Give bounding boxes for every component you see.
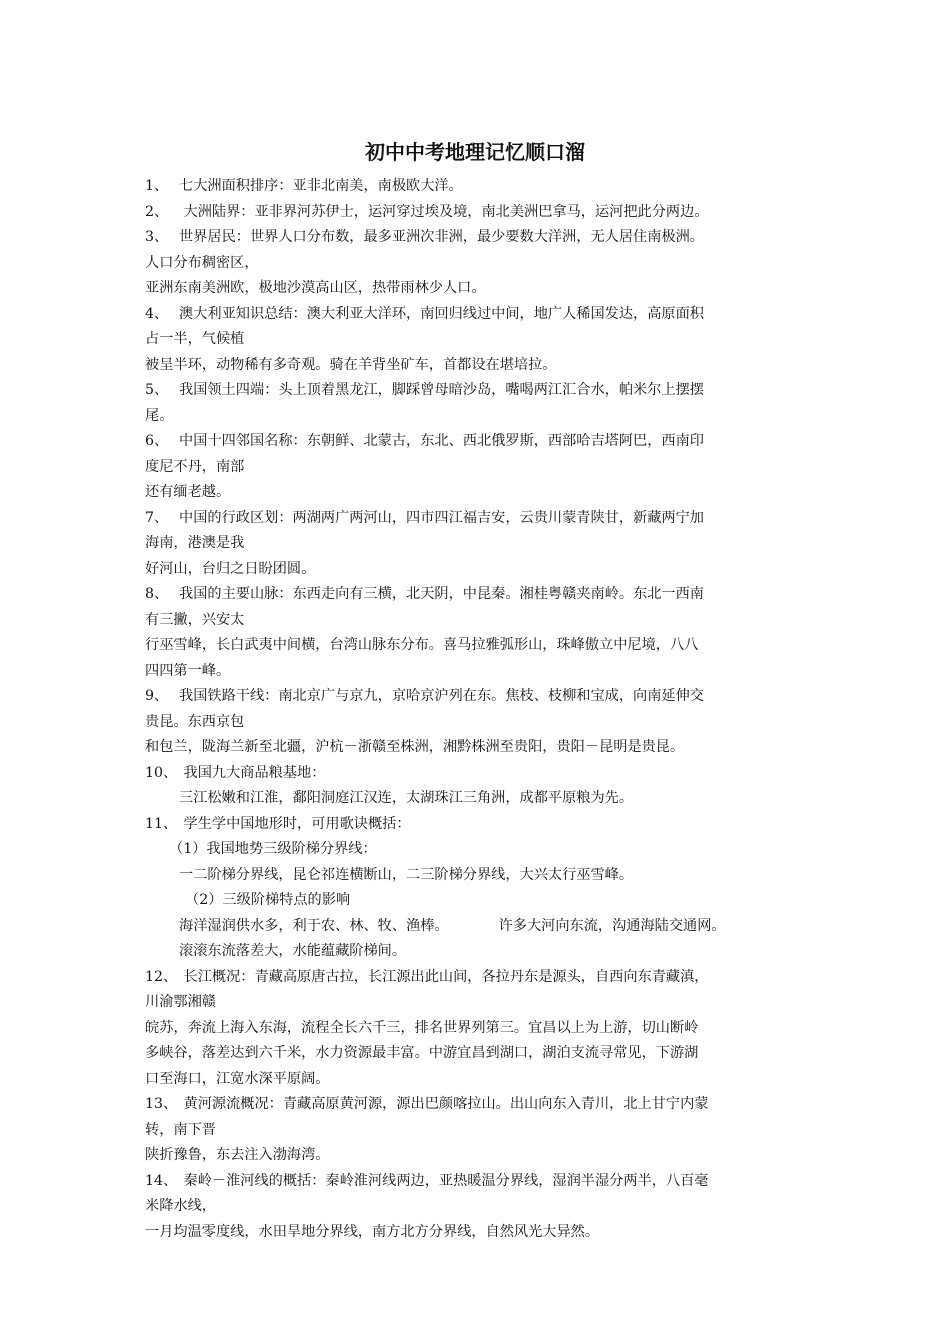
item-text: 四四第一峰。 bbox=[145, 662, 231, 679]
item-text: 中国的行政区划：两湖两广两河山，四市四江福吉安，云贵川蒙青陕甘，新藏两宁加 bbox=[179, 509, 704, 526]
item-text: 有三撇，兴安太 bbox=[145, 611, 245, 628]
item-text: 占一半，气候植 bbox=[145, 331, 245, 347]
list-item bbox=[145, 1169, 810, 1195]
item-text: 和包兰，陇海兰新至北疆，沪杭－浙赣至株洲，湘黔株洲至贵阳，贵阳－昆明是贵昆。 bbox=[145, 739, 685, 755]
item-text: 学生学中国地形时，可用歌诀概括： bbox=[179, 815, 411, 832]
item-text: 七大洲面积排序：亚非北南美，南极欧大洋。 bbox=[179, 178, 463, 194]
item-text: 海南，港澳是我 bbox=[145, 535, 245, 551]
sub-line bbox=[145, 837, 810, 863]
sub-line bbox=[145, 888, 810, 914]
item-text: 中国十四邻国名称：东朝鲜、北蒙古，东北、西北俄罗斯，西部哈吉塔阿巴，西南印 bbox=[179, 433, 704, 449]
list-item bbox=[145, 506, 810, 532]
sub-line bbox=[145, 786, 810, 812]
continuation-line bbox=[145, 1143, 810, 1169]
continuation-line bbox=[145, 1118, 810, 1144]
item-text: 被呈半环，动物稀有多奇观。骑在羊背坐矿车，首都设在堪培拉。 bbox=[145, 356, 557, 373]
item-number: 12、 bbox=[145, 968, 178, 985]
item-number: 2、 bbox=[145, 203, 169, 220]
list-item bbox=[145, 582, 810, 608]
item-text: 我国铁路干线：南北京广与京九，京哈京沪列在东。焦枝、枝柳和宝成，向南延伸交 bbox=[179, 688, 704, 704]
sub-text: 三江松嫩和江淮，鄱阳洞庭江汉连，太湖珠江三角洲，成都平原粮为先。 bbox=[179, 790, 634, 806]
continuation-line bbox=[145, 735, 810, 761]
item-text: 还有缅老越。 bbox=[145, 484, 231, 500]
continuation-line bbox=[145, 455, 810, 481]
item-text: 多峡谷，落差达到六千米，水力资源最丰富。中游宜昌到湖口，湖泊支流寻常见，下游湖 bbox=[145, 1045, 699, 1061]
continuation-line bbox=[145, 608, 810, 634]
sub-line bbox=[145, 939, 810, 965]
item-number: 11、 bbox=[145, 815, 178, 832]
list-item bbox=[145, 378, 810, 404]
list-item bbox=[145, 200, 810, 226]
continuation-line bbox=[145, 327, 810, 353]
item-text: 大洲陆界：亚非界河苏伊士，运河穿过埃及境，南北美洲巴拿马，运河把此分两边。 bbox=[179, 203, 709, 220]
continuation-line bbox=[145, 990, 810, 1016]
continuation-line bbox=[145, 531, 810, 557]
item-text: 世界居民：世界人口分布数，最多亚洲次非洲，最少要数大洋洲，无人居住南极洲。 bbox=[179, 229, 704, 245]
item-text: 一月均温零度线，水田旱地分界线，南方北方分界线，自然风光大异然。 bbox=[145, 1223, 600, 1240]
item-number: 8、 bbox=[145, 586, 169, 602]
continuation-line bbox=[145, 353, 810, 379]
sub-line bbox=[145, 914, 810, 940]
list-item bbox=[145, 965, 810, 991]
item-text: 行巫雪峰，长白武夷中间横，台湾山脉东分布。喜马拉雅弧形山，珠峰傲立中尼境，八八 bbox=[145, 637, 699, 653]
item-text: 陕折豫鲁，东去注入渤海湾。 bbox=[145, 1147, 330, 1163]
continuation-line bbox=[145, 1220, 810, 1246]
continuation-line bbox=[145, 276, 810, 302]
item-number: 10、 bbox=[145, 764, 178, 781]
continuation-line bbox=[145, 1016, 810, 1042]
item-number: 7、 bbox=[145, 509, 169, 526]
continuation-line bbox=[145, 1067, 810, 1093]
item-text: 度尼不丹，南部 bbox=[145, 458, 245, 475]
document-title: 初中中考地理记忆顺口溜 bbox=[365, 140, 585, 164]
item-number: 6、 bbox=[145, 433, 169, 449]
item-text: 澳大利亚知识总结：澳大利亚大洋环，南回归线过中间，地广人稀国发达，高原面积 bbox=[179, 305, 704, 322]
continuation-line bbox=[145, 633, 810, 659]
item-text: 好河山，台归之日盼团圆。 bbox=[145, 560, 316, 577]
item-text: 皖苏，奔流上海入东海，流程全长六千三，排名世界列第三。宜昌以上为上游，切山断岭 bbox=[145, 1019, 699, 1036]
list-item bbox=[145, 429, 810, 455]
continuation-line bbox=[145, 251, 810, 277]
sub-text: （1）我国地势三级阶梯分界线： bbox=[169, 841, 377, 857]
sub-line bbox=[145, 863, 810, 889]
list-item bbox=[145, 302, 810, 328]
item-text: 川渝鄂湘赣 bbox=[145, 994, 216, 1010]
item-text: 贵昆。东西京包 bbox=[145, 713, 245, 730]
item-text: 亚洲东南美洲欧，极地沙漠高山区，热带雨林少人口。 bbox=[145, 280, 486, 296]
list-item bbox=[145, 761, 810, 787]
sub-text: 海洋湿润供水多，利于农、林、牧、渔棒。 bbox=[179, 917, 449, 934]
continuation-line bbox=[145, 480, 810, 506]
continuation-line bbox=[145, 1041, 810, 1067]
sub-text: （2）三级阶梯特点的影响 bbox=[185, 892, 351, 908]
item-text: 米降水线， bbox=[145, 1198, 216, 1214]
continuation-line bbox=[145, 710, 810, 736]
item-number: 13、 bbox=[145, 1096, 178, 1112]
list-item bbox=[145, 174, 810, 200]
item-number: 9、 bbox=[145, 688, 169, 704]
continuation-line bbox=[145, 659, 810, 685]
item-text: 长江概况：青藏高原唐古拉，长江源出此山间，各拉丹东是源头，自西向东青藏滇， bbox=[179, 968, 709, 985]
continuation-line bbox=[145, 557, 810, 583]
document-body bbox=[145, 174, 810, 1245]
item-number: 14、 bbox=[145, 1172, 178, 1189]
sub-text-second: 许多大河向东流，沟通海陆交通网。 bbox=[498, 917, 726, 934]
item-text: 黄河源流概况：青藏高原黄河源，源出巴颜喀拉山。出山向东入青川，北上甘宁内蒙 bbox=[179, 1096, 709, 1112]
item-number: 3、 bbox=[145, 229, 169, 245]
item-text: 我国领土四端：头上顶着黑龙江，脚踩曾母暗沙岛，嘴喝两江汇合水，帕米尔上摆摆 bbox=[179, 382, 704, 398]
list-item bbox=[145, 684, 810, 710]
continuation-line bbox=[145, 1194, 810, 1220]
item-number: 1、 bbox=[145, 178, 169, 194]
item-number: 4、 bbox=[145, 305, 169, 322]
list-item bbox=[145, 1092, 810, 1118]
item-text: 尾。 bbox=[145, 407, 174, 424]
item-text: 人口分布稠密区， bbox=[145, 254, 259, 271]
item-text: 我国九大商品粮基地： bbox=[179, 764, 326, 781]
item-text: 秦岭－淮河线的概括：秦岭淮河线两边，亚热暖温分界线，湿润半湿分两半，八百毫 bbox=[179, 1172, 709, 1189]
sub-text: 滚滚东流落差大，水能蕴藏阶梯间。 bbox=[179, 943, 407, 959]
item-number: 5、 bbox=[145, 382, 169, 398]
list-item bbox=[145, 812, 810, 838]
item-text: 口至海口，江宽水深平原阔。 bbox=[145, 1070, 330, 1087]
item-text: 我国的主要山脉：东西走向有三横，北天阴，中昆秦。湘桂粤赣夹南岭。东北一西南 bbox=[179, 586, 704, 602]
item-text: 转，南下晋 bbox=[145, 1121, 216, 1138]
continuation-line bbox=[145, 404, 810, 430]
list-item bbox=[145, 225, 810, 251]
sub-text: 一二阶梯分界线，昆仑祁连横断山，二三阶梯分界线，大兴太行巫雪峰。 bbox=[179, 866, 634, 883]
